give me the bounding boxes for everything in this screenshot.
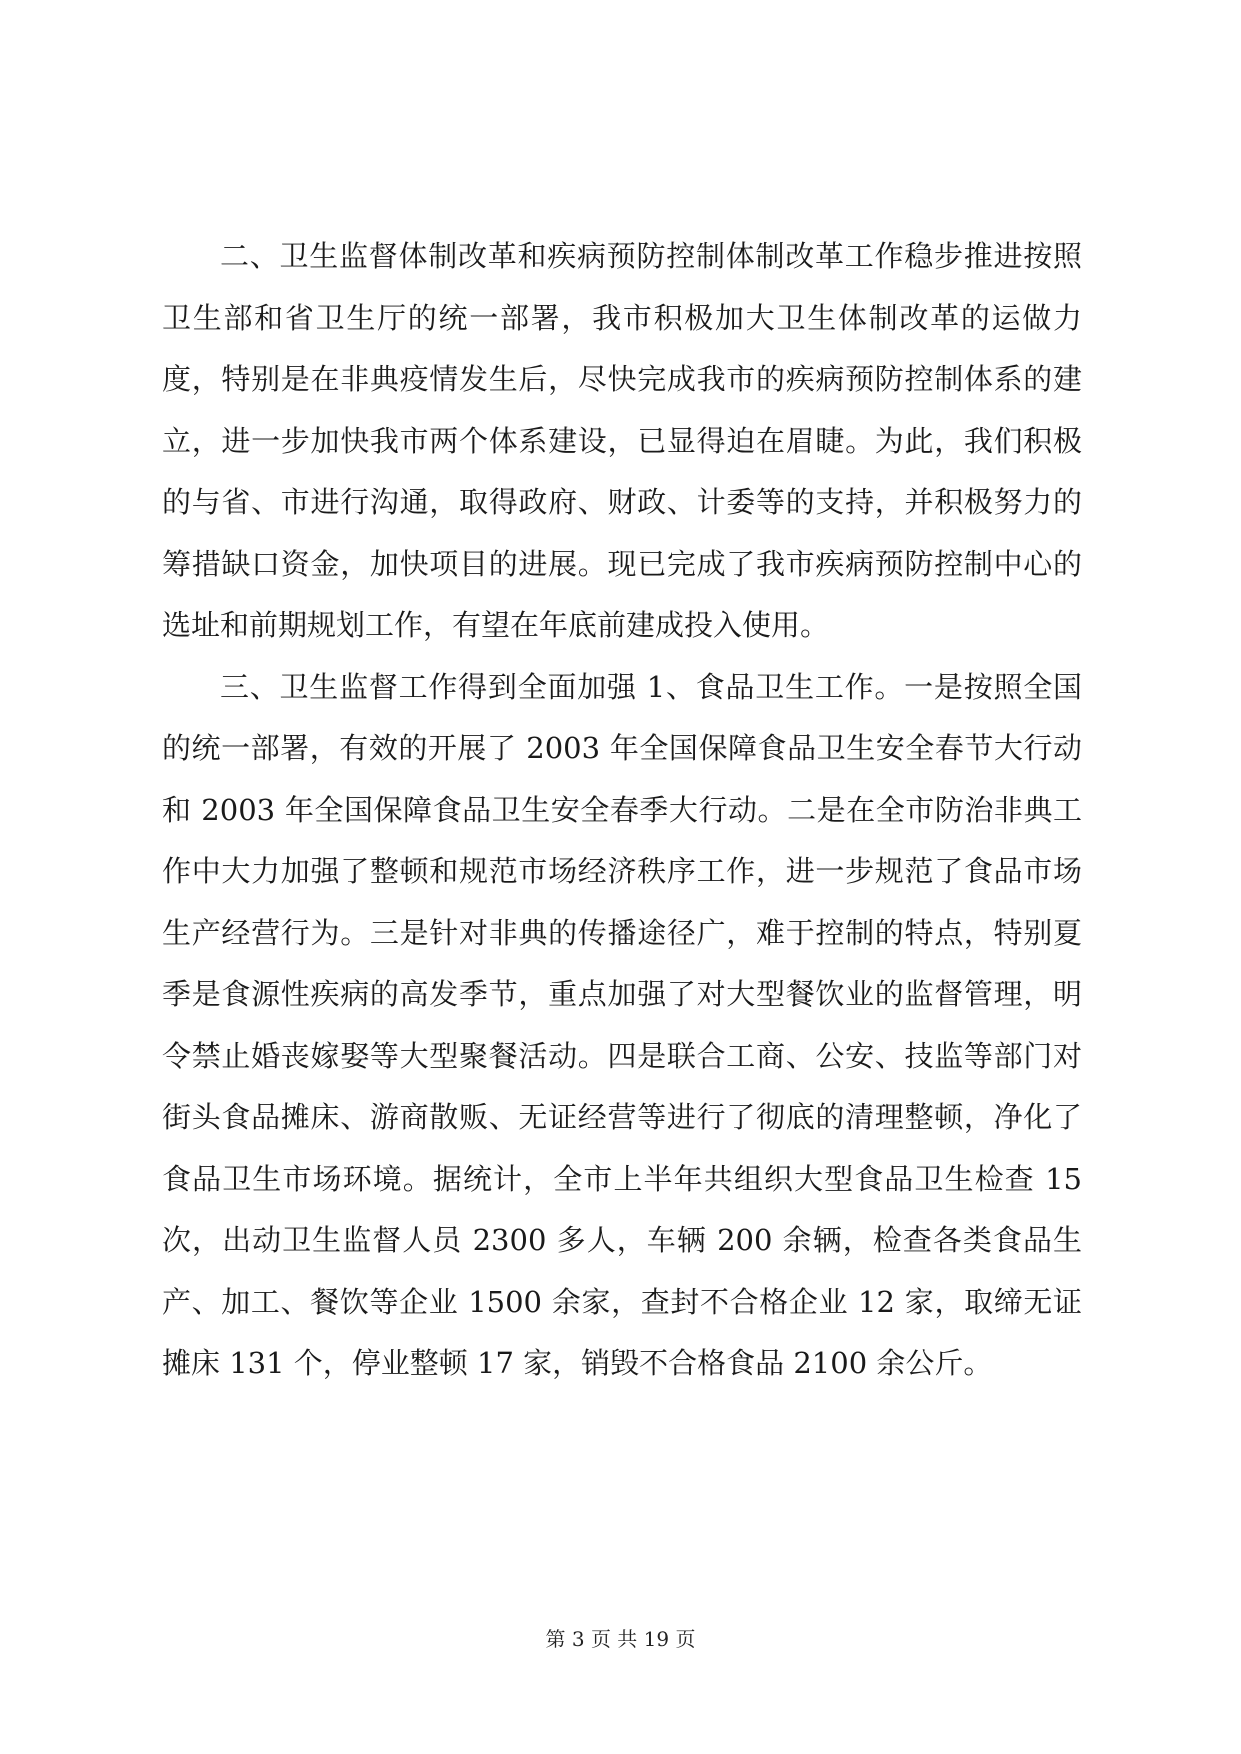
page-number-footer: 第 3 页 共 19 页	[545, 1627, 696, 1651]
document-body	[162, 226, 1082, 1395]
paragraph-health-system-reform: 二、卫生监督体制改革和疾病预防控制体制改革工作稳步推进按照卫生部和省卫生厅的统一部署，我市积极加大卫生体制改革的运做力度，特别是在非典疫情发生后，尽快完成我市的疾病预防控制体系的建立，进一步加快我市两个体系建设，已显得迫在眉睫。为此，我们积极的与省、市进行沟通，取得政府、财政、计委等的支持，并积极努力的筹措缺口资金，加快项目的进展。现已完成了我市疾病预防控制中心的选址和前期规划工作，有望在年底前建成投入使用。	[162, 239, 1082, 642]
paragraph-food-hygiene-supervision: 三、卫生监督工作得到全面加强 1、食品卫生工作。一是按照全国的统一部署，有效的开展了 2003 年全国保障食品卫生安全春节大行动和 2003 年全国保障食品卫生安全春季大行动。二是在全市防治非典工作中大力加强了整顿和规范市场经济秩序工作，进一步规范了食品市场生产经营行为。三是针对非典的传播途径广，难于控制的特点，特别夏季是食源性疾病的高发季节，重点加强了对大型餐饮业的监督管理，明令禁止婚丧嫁娶等大型聚餐活动。四是联合工商、公安、技监等部门对街头食品摊床、游商散贩、无证经营等进行了彻底的清理整顿，净化了食品卫生市场环境。据统计，全市上半年共组织大型食品卫生检查 15 次，出动卫生监督人员 2300 多人，车辆 200 余辆，检查各类食品生产、加工、餐饮等企业 1500 余家，查封不合格企业 12 家，取缔无证摊床 131 个，停业整顿 17 家，销毁不合格食品 2100 余公斤。	[162, 669, 1082, 1380]
